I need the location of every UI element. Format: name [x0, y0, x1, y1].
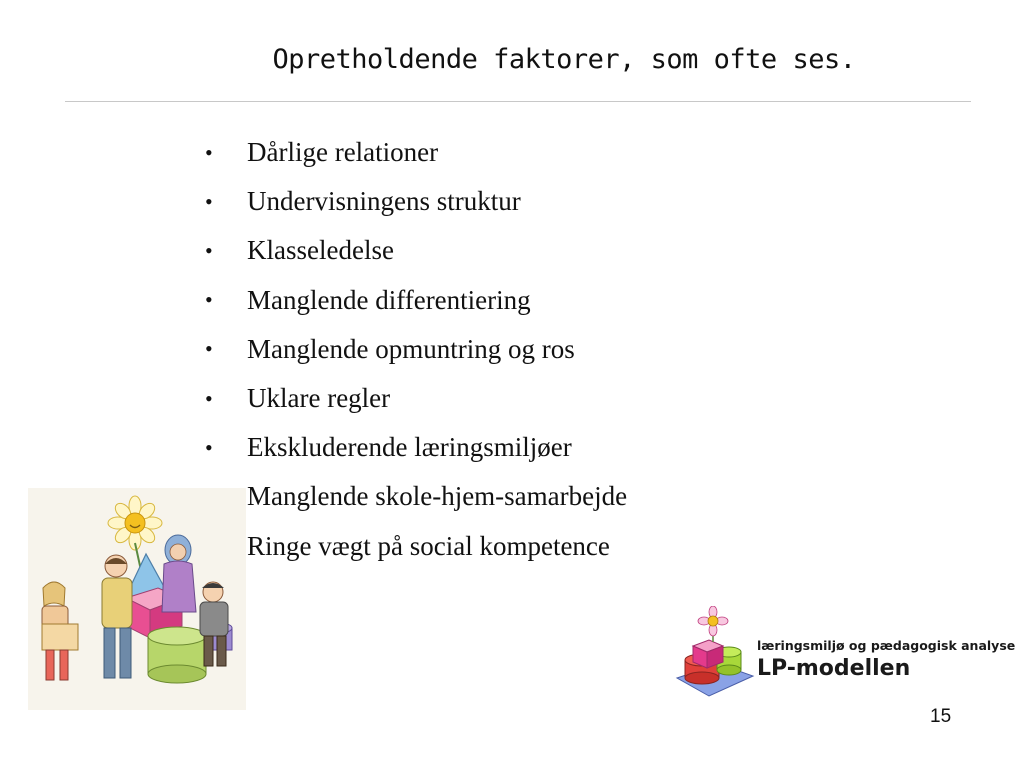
list-item	[205, 226, 627, 275]
list-item-text: Manglende opmuntring og ros	[247, 333, 575, 364]
list-item-text: Ekskluderende læringsmiljøer	[247, 432, 572, 463]
bullet-icon: •	[205, 287, 213, 313]
list-item-text: Manglende skole-hjem-samarbejde	[247, 481, 628, 512]
list-item	[205, 325, 627, 374]
bullet-icon: •	[205, 434, 213, 460]
list-item	[205, 177, 627, 226]
children-with-blocks-illustration	[28, 488, 246, 710]
logo-flower-icon	[698, 606, 728, 636]
logo-pink-cube	[693, 640, 723, 668]
list-item-text: Undervisningens struktur	[247, 186, 521, 217]
list-item-text: Ringe vægt på social kompetence	[247, 530, 610, 561]
girl-headscarf-figure	[162, 535, 196, 612]
bullet-icon: •	[205, 237, 213, 263]
green-cylinder-block	[148, 627, 206, 683]
list-item	[205, 374, 627, 423]
list-item-text: Dårlige relationer	[247, 137, 439, 168]
list-item	[205, 276, 627, 325]
list-item	[205, 522, 627, 571]
bullet-icon: •	[205, 385, 213, 411]
lp-modellen-logo-icon	[673, 606, 755, 702]
bullet-icon: •	[205, 188, 213, 214]
title-divider	[65, 101, 971, 102]
list-item	[205, 423, 627, 472]
list-item	[205, 472, 627, 521]
logo-tagline: læringsmiljø og pædagogisk analyse	[757, 638, 1016, 653]
list-item-text: Manglende differentiering	[247, 284, 531, 315]
list-item-text: Uklare regler	[247, 383, 391, 414]
list-item	[205, 128, 627, 177]
bullet-list	[205, 128, 627, 571]
logo-name: LP-modellen	[757, 656, 911, 681]
list-item-text: Klasseledelse	[247, 235, 394, 266]
slide-title: Opretholdende faktorer, som ofte ses.	[272, 44, 856, 75]
bullet-icon: •	[205, 139, 213, 165]
page-number: 15	[930, 706, 952, 727]
bullet-icon: •	[205, 336, 213, 362]
